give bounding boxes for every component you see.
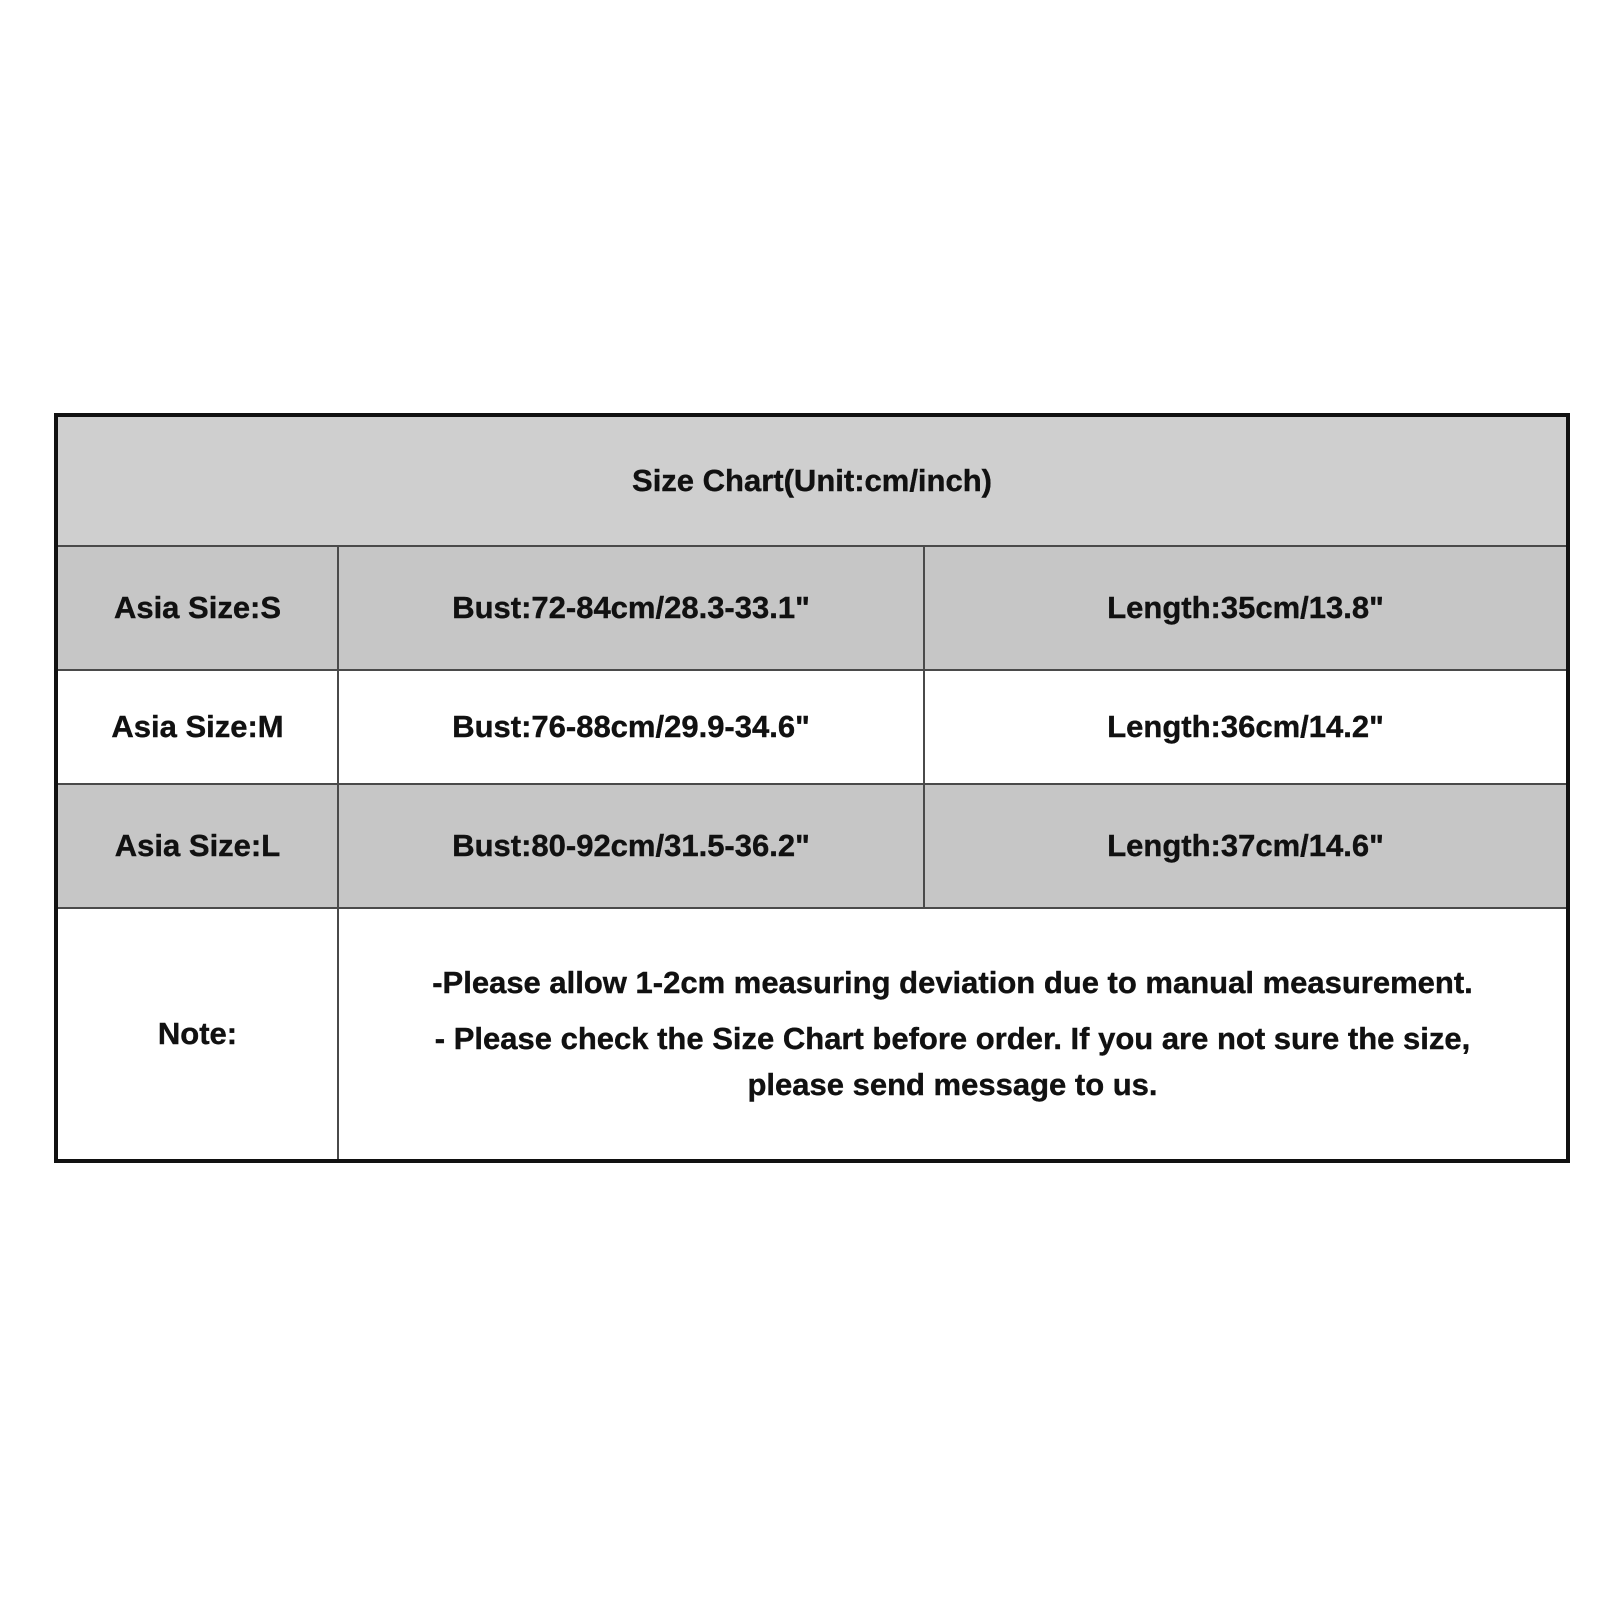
length-cell: Length:36cm/14.2" <box>924 670 1568 784</box>
size-cell: Asia Size:L <box>56 784 338 908</box>
note-label: Note: <box>56 908 338 1161</box>
size-cell: Asia Size:S <box>56 546 338 670</box>
size-chart-title: Size Chart(Unit:cm/inch) <box>56 415 1568 546</box>
bust-cell: Bust:72-84cm/28.3-33.1" <box>338 546 924 670</box>
title-row <box>56 415 1568 546</box>
note-line: -Please allow 1-2cm measuring deviation due to manual measurement. <box>432 965 1473 1000</box>
table-row <box>56 784 1568 908</box>
note-content <box>338 908 1568 1161</box>
table-row <box>56 670 1568 784</box>
bust-cell: Bust:76-88cm/29.9-34.6" <box>338 670 924 784</box>
length-cell: Length:35cm/13.8" <box>924 546 1568 670</box>
size-cell: Asia Size:M <box>56 670 338 784</box>
note-row <box>56 908 1568 1161</box>
bust-cell: Bust:80-92cm/31.5-36.2" <box>338 784 924 908</box>
size-chart-table <box>54 413 1570 1163</box>
note-line: - Please check the Size Chart before order. If you are not sure the size, please send message to us. <box>434 1021 1471 1102</box>
length-cell: Length:37cm/14.6" <box>924 784 1568 908</box>
table-row <box>56 546 1568 670</box>
